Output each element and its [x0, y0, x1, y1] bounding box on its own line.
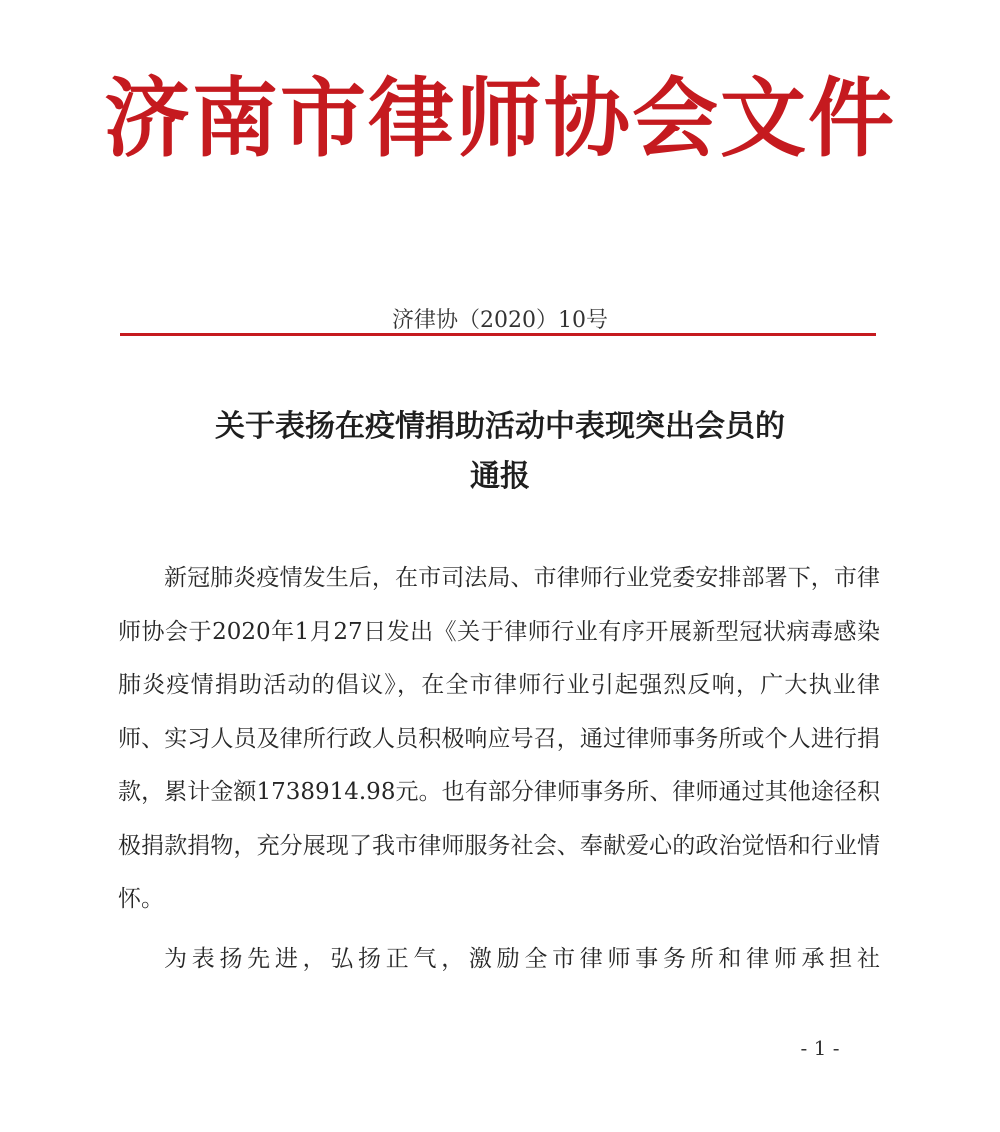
document-masthead: 济南市律师协会文件	[104, 68, 896, 169]
notice-body	[118, 552, 880, 986]
body-paragraph-1: 新冠肺炎疫情发生后，在市司法局、市律师行业党委安排部署下，市律师协会于2020年1月27日发出《关于律师行业有序开展新型冠状病毒感染肺炎疫情捐助活动的倡议》，在全市律师行业引起强烈反响，广大执业律师、实习人员及律所行政人员积极响应号召，通过律师事务所或个人进行捐款，累计金额1738914.98元。也有部分律师事务所、律师通过其他途径积极捐款捐物，充分展现了我市律师服务社会、奉献爱心的政治觉悟和行业情怀。	[118, 565, 880, 912]
notice-title-line-1: 关于表扬在疫情捐助活动中表现突出会员的	[215, 409, 785, 444]
document-number: 济律协（2020）10号	[392, 308, 608, 333]
body-paragraph-2: 为表扬先进，弘扬正气，激励全市律师事务所和律师承担社	[164, 945, 880, 972]
notice-title	[80, 402, 920, 502]
page-number: - 1 -	[800, 1036, 840, 1060]
notice-title-line-2: 通报	[470, 459, 530, 494]
red-divider-line	[120, 333, 876, 336]
